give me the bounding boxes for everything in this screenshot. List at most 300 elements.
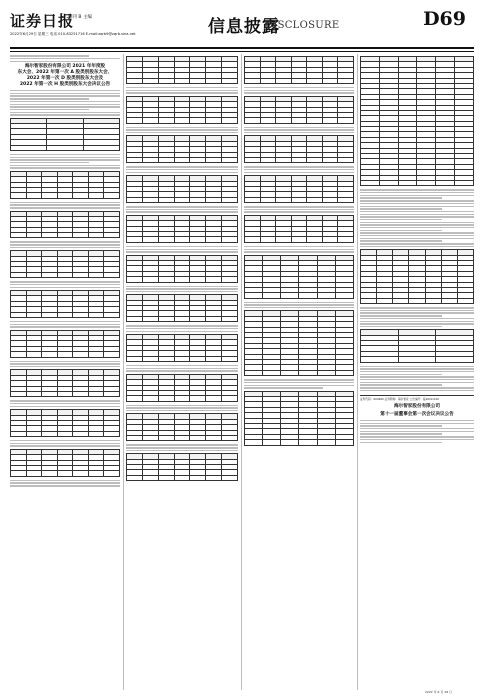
table-cell (190, 396, 206, 401)
text-line (244, 211, 354, 212)
text-line (244, 307, 354, 308)
vote-table (126, 255, 238, 283)
text-line (10, 162, 89, 163)
table-cell (276, 78, 292, 83)
text-line (360, 235, 474, 236)
table-cell (127, 356, 143, 361)
text-line (126, 405, 238, 406)
vote-table (244, 135, 354, 163)
text-line (126, 246, 238, 247)
text-line (360, 238, 474, 239)
text-line (126, 365, 238, 366)
vote-table (244, 310, 354, 376)
table-cell (127, 277, 143, 282)
text-line (360, 219, 442, 220)
table-cell (142, 118, 158, 123)
table-cell (322, 197, 338, 202)
table-cell (379, 180, 398, 185)
text-line (244, 127, 354, 128)
text-line (360, 216, 474, 217)
text-line (126, 172, 238, 173)
table-cell (57, 193, 73, 198)
table-cell (307, 118, 323, 123)
table-cell (174, 475, 190, 480)
vote-table (244, 56, 354, 84)
text-line (360, 214, 474, 215)
text-line (10, 244, 120, 245)
text-line (360, 371, 474, 372)
table-cell (174, 316, 190, 321)
table-cell (127, 436, 143, 441)
table-cell (222, 396, 238, 401)
table-cell (322, 158, 338, 163)
text-line (10, 363, 120, 364)
table-cell (104, 352, 120, 357)
table-cell (26, 391, 42, 396)
table-cell (158, 158, 174, 163)
text-line (126, 370, 238, 371)
text-line (126, 368, 238, 369)
column-1 (10, 54, 120, 690)
table-cell (441, 298, 457, 303)
text-line (244, 304, 354, 305)
text-line (10, 400, 120, 401)
table-cell (73, 391, 89, 396)
table-cell (158, 316, 174, 321)
table-cell (127, 78, 143, 83)
vote-table (126, 413, 238, 441)
text-line (10, 281, 120, 282)
text-line (10, 93, 120, 94)
text-line (360, 387, 474, 388)
text-line (360, 390, 474, 391)
vote-table (126, 215, 238, 243)
closing-company: 海尔智家股份有限公司 (394, 404, 440, 410)
table-cell (42, 312, 58, 317)
table-cell (174, 78, 190, 83)
text-line (10, 321, 120, 322)
table-cell (174, 118, 190, 123)
table-cell (190, 356, 206, 361)
editor-info: 副刊 B 主编 (68, 15, 92, 20)
table-cell (206, 118, 222, 123)
table-cell (190, 118, 206, 123)
column-divider (357, 54, 358, 690)
vote-table (244, 96, 354, 124)
text-line (244, 90, 354, 91)
text-line (244, 87, 354, 88)
table-cell (142, 237, 158, 242)
table-cell (398, 357, 436, 362)
page-number: D69 (423, 8, 466, 30)
vote-table (10, 171, 120, 199)
table-cell (104, 391, 120, 396)
table-cell (142, 475, 158, 480)
text-line (10, 247, 120, 248)
masthead (10, 6, 474, 46)
table-cell (11, 312, 27, 317)
table-cell (291, 197, 307, 202)
table-cell (158, 356, 174, 361)
text-line (360, 203, 474, 204)
text-line (10, 366, 120, 367)
vote-table (10, 449, 120, 477)
table-cell (335, 370, 353, 375)
text-line (360, 376, 474, 377)
table-cell (299, 440, 317, 445)
table-cell (307, 78, 323, 83)
table-cell (425, 298, 441, 303)
text-line (126, 206, 238, 207)
text-line (360, 192, 474, 193)
text-line (244, 92, 354, 93)
text-line (126, 325, 238, 326)
table-cell (47, 145, 83, 150)
table-cell (57, 272, 73, 277)
vote-table (244, 391, 354, 446)
table-cell (222, 277, 238, 282)
column-2 (126, 54, 238, 690)
table-cell (206, 237, 222, 242)
table-cell (338, 78, 354, 83)
text-line (360, 368, 474, 369)
table-cell (42, 352, 58, 357)
table-cell (263, 293, 281, 298)
table-cell (291, 78, 307, 83)
table-cell (88, 391, 104, 396)
table-cell (73, 193, 89, 198)
table-cell (206, 78, 222, 83)
table-cell (11, 272, 27, 277)
table-cell (338, 158, 354, 163)
table-cell (190, 316, 206, 321)
text-line (360, 307, 474, 308)
table-cell (260, 197, 276, 202)
table-cell (11, 471, 27, 476)
table-cell (206, 356, 222, 361)
text-line (10, 440, 120, 441)
text-line (10, 98, 89, 99)
text-line (360, 240, 442, 241)
text-line (360, 323, 474, 324)
text-line (10, 90, 120, 91)
table-cell (142, 396, 158, 401)
text-line (244, 382, 354, 383)
table-cell (206, 197, 222, 202)
text-line (10, 326, 120, 327)
vote-table (10, 290, 120, 318)
vote-table (126, 175, 238, 203)
text-line (360, 379, 474, 380)
table-cell (222, 316, 238, 321)
text-line (244, 132, 354, 133)
vote-table (126, 334, 238, 362)
vote-table (360, 329, 474, 362)
text-line (126, 127, 238, 128)
table-cell (436, 180, 455, 185)
table-cell (11, 233, 27, 238)
table-cell (158, 118, 174, 123)
text-line (10, 406, 120, 407)
text-line (10, 204, 120, 205)
text-line (244, 385, 354, 386)
table-cell (276, 237, 292, 242)
table-cell (206, 316, 222, 321)
table-cell (73, 431, 89, 436)
text-line (10, 95, 120, 96)
table-cell (142, 78, 158, 83)
table-cell (11, 145, 47, 150)
text-line (360, 189, 474, 190)
table-cell (127, 158, 143, 163)
table-cell (322, 118, 338, 123)
text-line (126, 331, 238, 332)
text-line (126, 209, 238, 210)
text-line (244, 166, 354, 167)
closing-code-line: 证券代码：600690 证券简称：海尔智家 公告编号：临2022-049 (360, 397, 439, 402)
table-cell (276, 158, 292, 163)
table-cell (142, 356, 158, 361)
vote-table (126, 135, 238, 163)
table-cell (299, 293, 317, 298)
table-cell (174, 197, 190, 202)
text-line (10, 241, 120, 242)
vote-table (10, 118, 120, 151)
table-cell (338, 197, 354, 202)
table-cell (88, 272, 104, 277)
text-line (10, 202, 120, 203)
text-line (126, 444, 238, 445)
header-rule (10, 47, 474, 49)
table-cell (222, 158, 238, 163)
table-cell (11, 431, 27, 436)
table-cell (73, 352, 89, 357)
header-rule-thin (10, 51, 474, 52)
table-cell (104, 193, 120, 198)
text-line (10, 361, 120, 362)
table-cell (393, 298, 409, 303)
text-line (126, 129, 238, 130)
text-line (360, 318, 474, 319)
table-cell (245, 237, 261, 242)
text-line (10, 403, 120, 404)
table-cell (281, 440, 299, 445)
table-cell (88, 352, 104, 357)
table-cell (158, 277, 174, 282)
table-cell (26, 233, 42, 238)
table-cell (291, 118, 307, 123)
table-cell (11, 352, 27, 357)
table-cell (88, 193, 104, 198)
text-line (10, 112, 120, 113)
table-cell (42, 391, 58, 396)
text-line (126, 90, 238, 91)
table-cell (335, 440, 353, 445)
table-cell (174, 237, 190, 242)
table-cell (361, 298, 377, 303)
table-cell (57, 471, 73, 476)
text-line (126, 328, 238, 329)
table-cell (299, 370, 317, 375)
text-line (244, 129, 354, 130)
text-line (360, 227, 474, 228)
text-line (10, 165, 120, 166)
table-cell (281, 370, 299, 375)
table-cell (174, 277, 190, 282)
table-cell (158, 237, 174, 242)
table-cell (26, 272, 42, 277)
footer-date: 2022 年 6 月 28 日 (425, 690, 453, 694)
text-line (360, 230, 442, 231)
table-cell (174, 396, 190, 401)
column-4 (360, 54, 474, 690)
table-cell (206, 396, 222, 401)
text-line (126, 251, 238, 252)
table-cell (42, 272, 58, 277)
table-cell (158, 78, 174, 83)
table-cell (127, 118, 143, 123)
table-cell (88, 431, 104, 436)
text-line (126, 249, 238, 250)
column-3 (244, 54, 354, 690)
vote-table (126, 294, 238, 322)
table-cell (276, 118, 292, 123)
table-cell (104, 272, 120, 277)
table-cell (127, 197, 143, 202)
table-cell (190, 436, 206, 441)
table-cell (57, 352, 73, 357)
table-cell (206, 158, 222, 163)
table-cell (245, 78, 261, 83)
table-cell (206, 277, 222, 282)
text-line (10, 101, 120, 102)
table-cell (88, 471, 104, 476)
closing-title: 第十一届董事会第一次会议决议公告 (380, 412, 454, 418)
vote-table (10, 250, 120, 278)
table-cell (455, 180, 474, 185)
vote-table (360, 56, 474, 186)
vote-table (10, 330, 120, 358)
table-cell (322, 237, 338, 242)
table-cell (142, 316, 158, 321)
table-cell (245, 118, 261, 123)
text-line (360, 246, 474, 247)
text-line (244, 209, 354, 210)
table-cell (222, 356, 238, 361)
table-cell (263, 440, 281, 445)
text-line (360, 232, 474, 233)
text-line (360, 197, 442, 198)
text-line (244, 387, 323, 388)
table-cell (104, 233, 120, 238)
table-cell (26, 431, 42, 436)
table-cell (317, 293, 335, 298)
section-title: 信息披露 (208, 17, 280, 37)
text-line (10, 106, 120, 107)
table-cell (88, 312, 104, 317)
vote-table (10, 369, 120, 397)
table-cell (142, 158, 158, 163)
table-cell (26, 312, 42, 317)
table-cell (206, 436, 222, 441)
table-cell (335, 293, 353, 298)
table-cell (260, 158, 276, 163)
table-cell (260, 78, 276, 83)
table-cell (142, 436, 158, 441)
table-cell (73, 272, 89, 277)
table-cell (127, 316, 143, 321)
text-line (360, 200, 474, 201)
text-line (10, 485, 120, 486)
table-cell (190, 237, 206, 242)
table-cell (104, 312, 120, 317)
vote-table (360, 249, 474, 304)
table-cell (42, 431, 58, 436)
issue-info: 2022年6月29日 星期三 电话 010-83251716 E-mail:zqrb9@zqrb.sina.net (10, 32, 136, 36)
table-cell (158, 197, 174, 202)
table-cell (73, 312, 89, 317)
text-line (126, 447, 238, 448)
table-cell (206, 475, 222, 480)
text-line (126, 87, 238, 88)
table-cell (73, 471, 89, 476)
text-line (10, 154, 120, 155)
table-cell (398, 180, 417, 185)
table-cell (245, 158, 261, 163)
table-cell (222, 118, 238, 123)
text-line (10, 443, 120, 444)
table-cell (322, 78, 338, 83)
table-cell (42, 471, 58, 476)
table-cell (291, 158, 307, 163)
table-cell (361, 357, 399, 362)
vote-table (244, 255, 354, 299)
text-line (10, 480, 120, 481)
text-line (360, 310, 474, 311)
text-line (244, 169, 354, 170)
text-line (126, 92, 238, 93)
table-cell (127, 237, 143, 242)
table-cell (57, 233, 73, 238)
newspaper-logo: 证券日报 (10, 12, 75, 30)
table-cell (142, 277, 158, 282)
text-line (360, 374, 442, 375)
table-cell (174, 158, 190, 163)
table-cell (127, 475, 143, 480)
text-line (244, 249, 354, 250)
table-cell (11, 391, 27, 396)
table-cell (42, 233, 58, 238)
text-line (360, 206, 474, 207)
text-line (10, 284, 120, 285)
table-cell (409, 298, 425, 303)
vote-table (10, 211, 120, 239)
text-line (10, 207, 120, 208)
table-cell (245, 293, 263, 298)
text-line (10, 114, 120, 115)
text-line (126, 288, 238, 289)
table-cell (222, 436, 238, 441)
text-line (126, 132, 238, 133)
text-line (126, 291, 238, 292)
vote-table (10, 409, 120, 437)
table-cell (245, 440, 263, 445)
table-cell (104, 471, 120, 476)
text-line (360, 222, 474, 223)
table-cell (361, 180, 380, 185)
table-cell (26, 471, 42, 476)
text-line (360, 315, 442, 316)
